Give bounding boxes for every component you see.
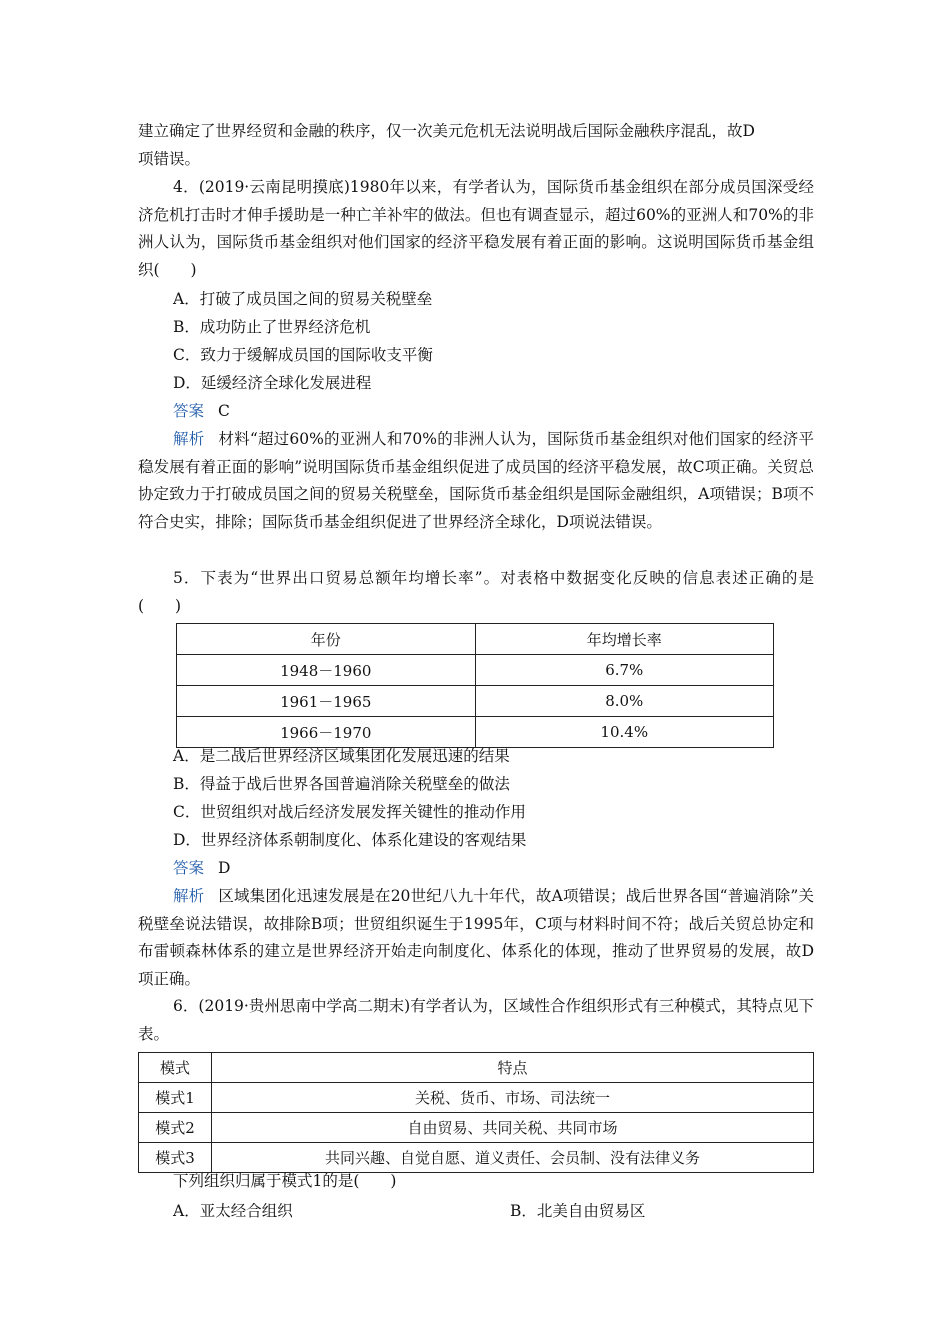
table-cell: 关税、货币、市场、司法统一: [212, 1083, 814, 1113]
table-header-row: [177, 624, 774, 655]
table-cell: 模式3: [139, 1143, 212, 1173]
q4-analysis: [138, 426, 814, 536]
table-row: [139, 1083, 814, 1113]
q6-stem: 6．(2019·贵州思南中学高二期末)有学者认为，区域性合作组织形式有三种模式，其特点见下表。: [138, 997, 814, 1043]
q5-answer: [173, 855, 230, 883]
q5-option-c: C．世贸组织对战后经济发展发挥关键性的推动作用: [173, 803, 526, 821]
q4-analysis-text: 材料“超过60%的亚洲人和70%的非洲人认为，国际货币基金组织对他们国家的经济平稳发展有着正面的影响”说明国际货币基金组织促进了成员国的经济平稳发展，故C项正确。关贸总协定致力于打破成员国之间的贸易关税壁垒，国际货币基金组织是国际金融组织，A项错误；B项不符合史实，排除；国际货币基金组织促进了世界经济全球化，D项说法错误。: [138, 430, 814, 531]
q5-answer-label: 答案: [173, 859, 205, 877]
table-cell: 1966－1970: [177, 717, 476, 748]
table-header-year: 年份: [177, 624, 476, 655]
table-cell: 1961－1965: [177, 686, 476, 717]
table-row: [177, 655, 774, 686]
table-row: [139, 1113, 814, 1143]
q4-answer-label: 答案: [173, 402, 205, 420]
table-cell: 模式2: [139, 1113, 212, 1143]
q5-analysis-label: 解析: [173, 887, 205, 905]
q4-answer: [173, 398, 230, 426]
q6-option-b: B．北美自由贸易区: [510, 1202, 646, 1220]
table-cell: 模式1: [139, 1083, 212, 1113]
table-header-feature: 特点: [212, 1053, 814, 1083]
table-cell: 1948－1960: [177, 655, 476, 686]
q4-option-d: D．延缓经济全球化发展进程: [173, 374, 372, 392]
intro-line-1: 建立确定了世界经贸和金融的秩序，仅一次美元危机无法说明战后国际金融秩序混乱，故D: [138, 122, 755, 140]
table-cell: 6.7%: [475, 655, 774, 686]
q6-table: [138, 1052, 814, 1173]
q5-option-d: D．世界经济体系朝制度化、体系化建设的客观结果: [173, 831, 527, 849]
table-header-mode: 模式: [139, 1053, 212, 1083]
table-row: [177, 686, 774, 717]
q6-question: 下列组织归属于模式1的是( ): [173, 1172, 397, 1190]
table-cell: 8.0%: [475, 686, 774, 717]
q5-answer-value: D: [218, 859, 231, 877]
table-header-row: [139, 1053, 814, 1083]
q5-analysis-text: 区域集团化迅速发展是在20世纪八九十年代，故A项错误；战后世界各国“普遍消除”关税壁垒说法错误，故排除B项；世贸组织诞生于1995年，C项与材料时间不符；战后关贸总协定和布雷顿森林体系的建立是世界经济开始走向制度化、体系化的体现，推动了世界贸易的发展，故D项正确。: [138, 887, 814, 988]
q6-option-a: A．亚太经合组织: [173, 1202, 293, 1220]
table-cell: 自由贸易、共同关税、共同市场: [212, 1113, 814, 1143]
q4-option-a: A．打破了成员国之间的贸易关税壁垒: [173, 290, 433, 308]
q5-stem: 5．下表为“世界出口贸易总额年均增长率”。对表格中数据变化反映的信息表述正确的是( ): [138, 569, 814, 615]
q5-table: [176, 623, 774, 748]
q4-option-b: B．成功防止了世界经济危机: [173, 318, 371, 336]
q5-analysis: [138, 883, 814, 993]
q4-option-c: C．致力于缓解成员国的国际收支平衡: [173, 346, 433, 364]
q4-stem: 4．(2019·云南昆明摸底)1980年以来，有学者认为，国际货币基金组织在部分成员国深受经济危机打击时才伸手援助是一种亡羊补牢的做法。但也有调查显示，超过60%的亚洲人和70%的非洲人认为，国际货币基金组织对他们国家的经济平稳发展有着正面的影响。这说明国际货币基金组织( ): [138, 178, 814, 279]
table-cell: 10.4%: [475, 717, 774, 748]
q4-analysis-label: 解析: [173, 430, 205, 448]
q5-option-b: B．得益于战后世界各国普遍消除关税壁垒的做法: [173, 775, 510, 793]
table-header-rate: 年均增长率: [475, 624, 774, 655]
table-cell: 共同兴趣、自觉自愿、道义责任、会员制、没有法律义务: [212, 1143, 814, 1173]
intro-line-2: 项错误。: [138, 150, 201, 168]
q4-answer-value: C: [218, 402, 230, 420]
q5-option-a: A．是二战后世界经济区域集团化发展迅速的结果: [173, 747, 510, 765]
